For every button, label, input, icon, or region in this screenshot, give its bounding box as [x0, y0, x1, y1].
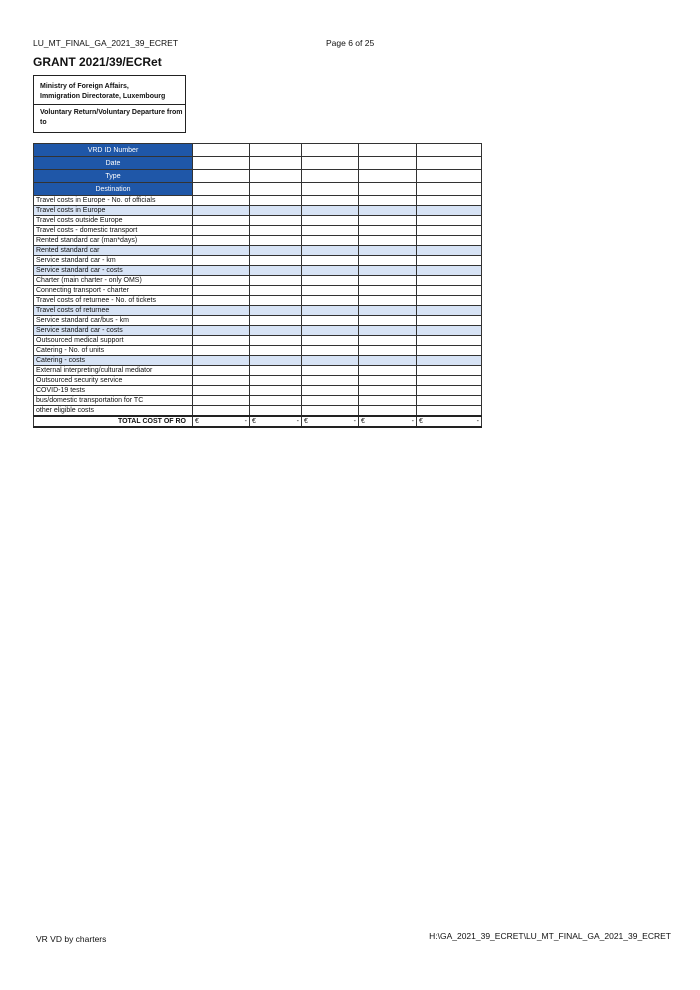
row-label: Outsourced security service: [34, 376, 193, 386]
value-cell: [302, 346, 359, 356]
value-cell: [250, 356, 302, 366]
value-cell: [250, 196, 302, 206]
value-cell: [193, 216, 250, 226]
value-cell: [250, 170, 302, 183]
total-value: -: [411, 418, 414, 425]
total-value: -: [476, 418, 479, 425]
table-row: [34, 376, 482, 386]
table-row: [34, 266, 482, 276]
value-cell: [359, 236, 417, 246]
table-row: [34, 276, 482, 286]
row-label: Service standard car - km: [34, 256, 193, 266]
value-cell: [250, 386, 302, 396]
row-label: Travel costs in Europe - No. of officials: [34, 196, 193, 206]
value-cell: [417, 183, 482, 196]
value-cell: [193, 306, 250, 316]
total-value-cell: [417, 416, 482, 427]
value-cell: [302, 366, 359, 376]
value-cell: [417, 336, 482, 346]
value-cell: [359, 206, 417, 216]
organization-line-1: Ministry of Foreign Affairs,: [40, 83, 129, 90]
table-row: [34, 306, 482, 316]
value-cell: [193, 157, 250, 170]
row-label: other eligible costs: [34, 406, 193, 417]
table-row: [34, 216, 482, 226]
value-cell: [193, 336, 250, 346]
value-cell: [302, 216, 359, 226]
value-cell: [417, 246, 482, 256]
page-number: Page 6 of 25: [326, 38, 375, 48]
value-cell: [250, 206, 302, 216]
value-cell: [302, 336, 359, 346]
value-cell: [359, 336, 417, 346]
row-label: Travel costs of returnee: [34, 306, 193, 316]
value-cell: [250, 144, 302, 157]
table-row: [34, 206, 482, 216]
value-cell: [302, 206, 359, 216]
row-label: COVID-19 tests: [34, 386, 193, 396]
total-value: -: [353, 418, 356, 425]
value-cell: [193, 170, 250, 183]
total-value-cell: [359, 416, 417, 427]
value-cell: [417, 236, 482, 246]
value-cell: [302, 276, 359, 286]
value-cell: [417, 266, 482, 276]
value-cell: [359, 226, 417, 236]
value-cell: [193, 376, 250, 386]
value-cell: [417, 216, 482, 226]
value-cell: [359, 196, 417, 206]
value-cell: [359, 356, 417, 366]
value-cell: [193, 246, 250, 256]
value-cell: [302, 246, 359, 256]
footer-left: VR VD by charters: [36, 934, 107, 944]
row-label: Rented standard car (man*days): [34, 236, 193, 246]
value-cell: [302, 236, 359, 246]
value-cell: [193, 236, 250, 246]
value-cell: [193, 396, 250, 406]
value-cell: [250, 157, 302, 170]
value-cell: [193, 266, 250, 276]
value-cell: [417, 196, 482, 206]
value-cell: [193, 366, 250, 376]
value-cell: [193, 316, 250, 326]
row-label: Service standard car - costs: [34, 326, 193, 336]
value-cell: [302, 376, 359, 386]
value-cell: [250, 396, 302, 406]
table-row: [34, 226, 482, 236]
total-row: [34, 416, 482, 427]
value-cell: [302, 226, 359, 236]
value-cell: [193, 144, 250, 157]
row-label: Catering - No. of units: [34, 346, 193, 356]
value-cell: [302, 256, 359, 266]
value-cell: [193, 226, 250, 236]
value-cell: [250, 376, 302, 386]
value-cell: [193, 256, 250, 266]
value-cell: [417, 386, 482, 396]
value-cell: [417, 316, 482, 326]
total-value-cell: [302, 416, 359, 427]
value-cell: [193, 206, 250, 216]
program-line-1: Voluntary Return/Voluntary Departure from: [40, 109, 183, 116]
value-cell: [417, 256, 482, 266]
header-row: [34, 170, 482, 183]
value-cell: [302, 296, 359, 306]
value-cell: [193, 346, 250, 356]
value-cell: [302, 316, 359, 326]
value-cell: [417, 276, 482, 286]
row-label: Connecting transport - charter: [34, 286, 193, 296]
table-row: [34, 246, 482, 256]
program-line-2: to: [40, 119, 47, 126]
value-cell: [250, 286, 302, 296]
row-label: Rented standard car: [34, 246, 193, 256]
value-cell: [193, 183, 250, 196]
currency-symbol: €: [361, 418, 365, 425]
value-cell: [359, 296, 417, 306]
value-cell: [193, 276, 250, 286]
value-cell: [417, 157, 482, 170]
value-cell: [417, 306, 482, 316]
value-cell: [359, 386, 417, 396]
value-cell: [359, 266, 417, 276]
value-cell: [359, 170, 417, 183]
value-cell: [417, 356, 482, 366]
table-row: [34, 356, 482, 366]
table-row: [34, 386, 482, 396]
value-cell: [193, 286, 250, 296]
table-row: [34, 196, 482, 206]
document-id: LU_MT_FINAL_GA_2021_39_ECRET: [33, 38, 179, 48]
value-cell: [359, 183, 417, 196]
value-cell: [359, 346, 417, 356]
value-cell: [302, 406, 359, 417]
header-row: [34, 183, 482, 196]
value-cell: [359, 157, 417, 170]
table-row: [34, 296, 482, 306]
value-cell: [302, 286, 359, 296]
value-cell: [302, 170, 359, 183]
value-cell: [250, 183, 302, 196]
value-cell: [250, 346, 302, 356]
header-label: Destination: [34, 183, 193, 196]
value-cell: [359, 256, 417, 266]
organization-box: [33, 75, 186, 133]
currency-symbol: €: [195, 418, 199, 425]
total-value-cell: [250, 416, 302, 427]
value-cell: [417, 170, 482, 183]
row-label: Travel costs in Europe: [34, 206, 193, 216]
value-cell: [302, 326, 359, 336]
value-cell: [250, 316, 302, 326]
row-label: External interpreting/cultural mediator: [34, 366, 193, 376]
header-row: [34, 157, 482, 170]
value-cell: [193, 296, 250, 306]
value-cell: [417, 366, 482, 376]
value-cell: [193, 386, 250, 396]
currency-symbol: €: [419, 418, 423, 425]
value-cell: [417, 326, 482, 336]
value-cell: [250, 296, 302, 306]
table-row: [34, 286, 482, 296]
value-cell: [302, 144, 359, 157]
row-label: Charter (main charter - only OMS): [34, 276, 193, 286]
value-cell: [250, 256, 302, 266]
value-cell: [359, 396, 417, 406]
row-label: Service standard car/bus - km: [34, 316, 193, 326]
value-cell: [250, 336, 302, 346]
value-cell: [417, 396, 482, 406]
row-label: Catering - costs: [34, 356, 193, 366]
value-cell: [250, 276, 302, 286]
value-cell: [359, 144, 417, 157]
cost-table: [33, 143, 482, 428]
header-label: Date: [34, 157, 193, 170]
value-cell: [193, 196, 250, 206]
table-row: [34, 346, 482, 356]
value-cell: [302, 306, 359, 316]
total-value-cell: [193, 416, 250, 427]
table-row: [34, 366, 482, 376]
value-cell: [417, 226, 482, 236]
value-cell: [250, 406, 302, 417]
total-value: -: [244, 418, 247, 425]
value-cell: [302, 157, 359, 170]
value-cell: [250, 236, 302, 246]
value-cell: [359, 316, 417, 326]
value-cell: [359, 306, 417, 316]
value-cell: [302, 396, 359, 406]
table-row: [34, 316, 482, 326]
value-cell: [417, 376, 482, 386]
value-cell: [302, 386, 359, 396]
page-title: GRANT 2021/39/ECRet: [33, 55, 162, 69]
total-value: -: [296, 418, 299, 425]
currency-symbol: €: [304, 418, 308, 425]
row-label: Service standard car - costs: [34, 266, 193, 276]
table-row: [34, 406, 482, 417]
value-cell: [417, 346, 482, 356]
value-cell: [417, 296, 482, 306]
row-label: Travel costs - domestic transport: [34, 226, 193, 236]
footer-path: H:\GA_2021_39_ECRET\LU_MT_FINAL_GA_2021_39_ECRET: [429, 931, 671, 941]
row-label: Travel costs outside Europe: [34, 216, 193, 226]
organization-line-2: Immigration Directorate, Luxembourg: [40, 93, 166, 100]
value-cell: [250, 266, 302, 276]
value-cell: [417, 406, 482, 417]
row-label: Travel costs of returnee - No. of tickets: [34, 296, 193, 306]
value-cell: [417, 286, 482, 296]
organization-cell: [34, 76, 185, 105]
value-cell: [359, 286, 417, 296]
value-cell: [250, 216, 302, 226]
table-row: [34, 336, 482, 346]
total-label: TOTAL COST OF RO: [34, 416, 193, 427]
header-row: [34, 144, 482, 157]
value-cell: [193, 356, 250, 366]
value-cell: [250, 326, 302, 336]
value-cell: [250, 306, 302, 316]
header-label: VRD ID Number: [34, 144, 193, 157]
value-cell: [302, 196, 359, 206]
table-row: [34, 326, 482, 336]
row-label: Outsourced medical support: [34, 336, 193, 346]
header-label: Type: [34, 170, 193, 183]
value-cell: [359, 406, 417, 417]
value-cell: [302, 183, 359, 196]
table-row: [34, 396, 482, 406]
program-cell: [34, 105, 185, 128]
value-cell: [302, 356, 359, 366]
currency-symbol: €: [252, 418, 256, 425]
value-cell: [359, 326, 417, 336]
value-cell: [359, 216, 417, 226]
value-cell: [250, 226, 302, 236]
value-cell: [359, 246, 417, 256]
value-cell: [359, 276, 417, 286]
value-cell: [302, 266, 359, 276]
value-cell: [359, 376, 417, 386]
value-cell: [359, 366, 417, 376]
value-cell: [193, 326, 250, 336]
value-cell: [250, 366, 302, 376]
value-cell: [193, 406, 250, 417]
value-cell: [417, 144, 482, 157]
table-row: [34, 236, 482, 246]
value-cell: [250, 246, 302, 256]
value-cell: [417, 206, 482, 216]
row-label: bus/domestic transportation for TC: [34, 396, 193, 406]
table-row: [34, 256, 482, 266]
